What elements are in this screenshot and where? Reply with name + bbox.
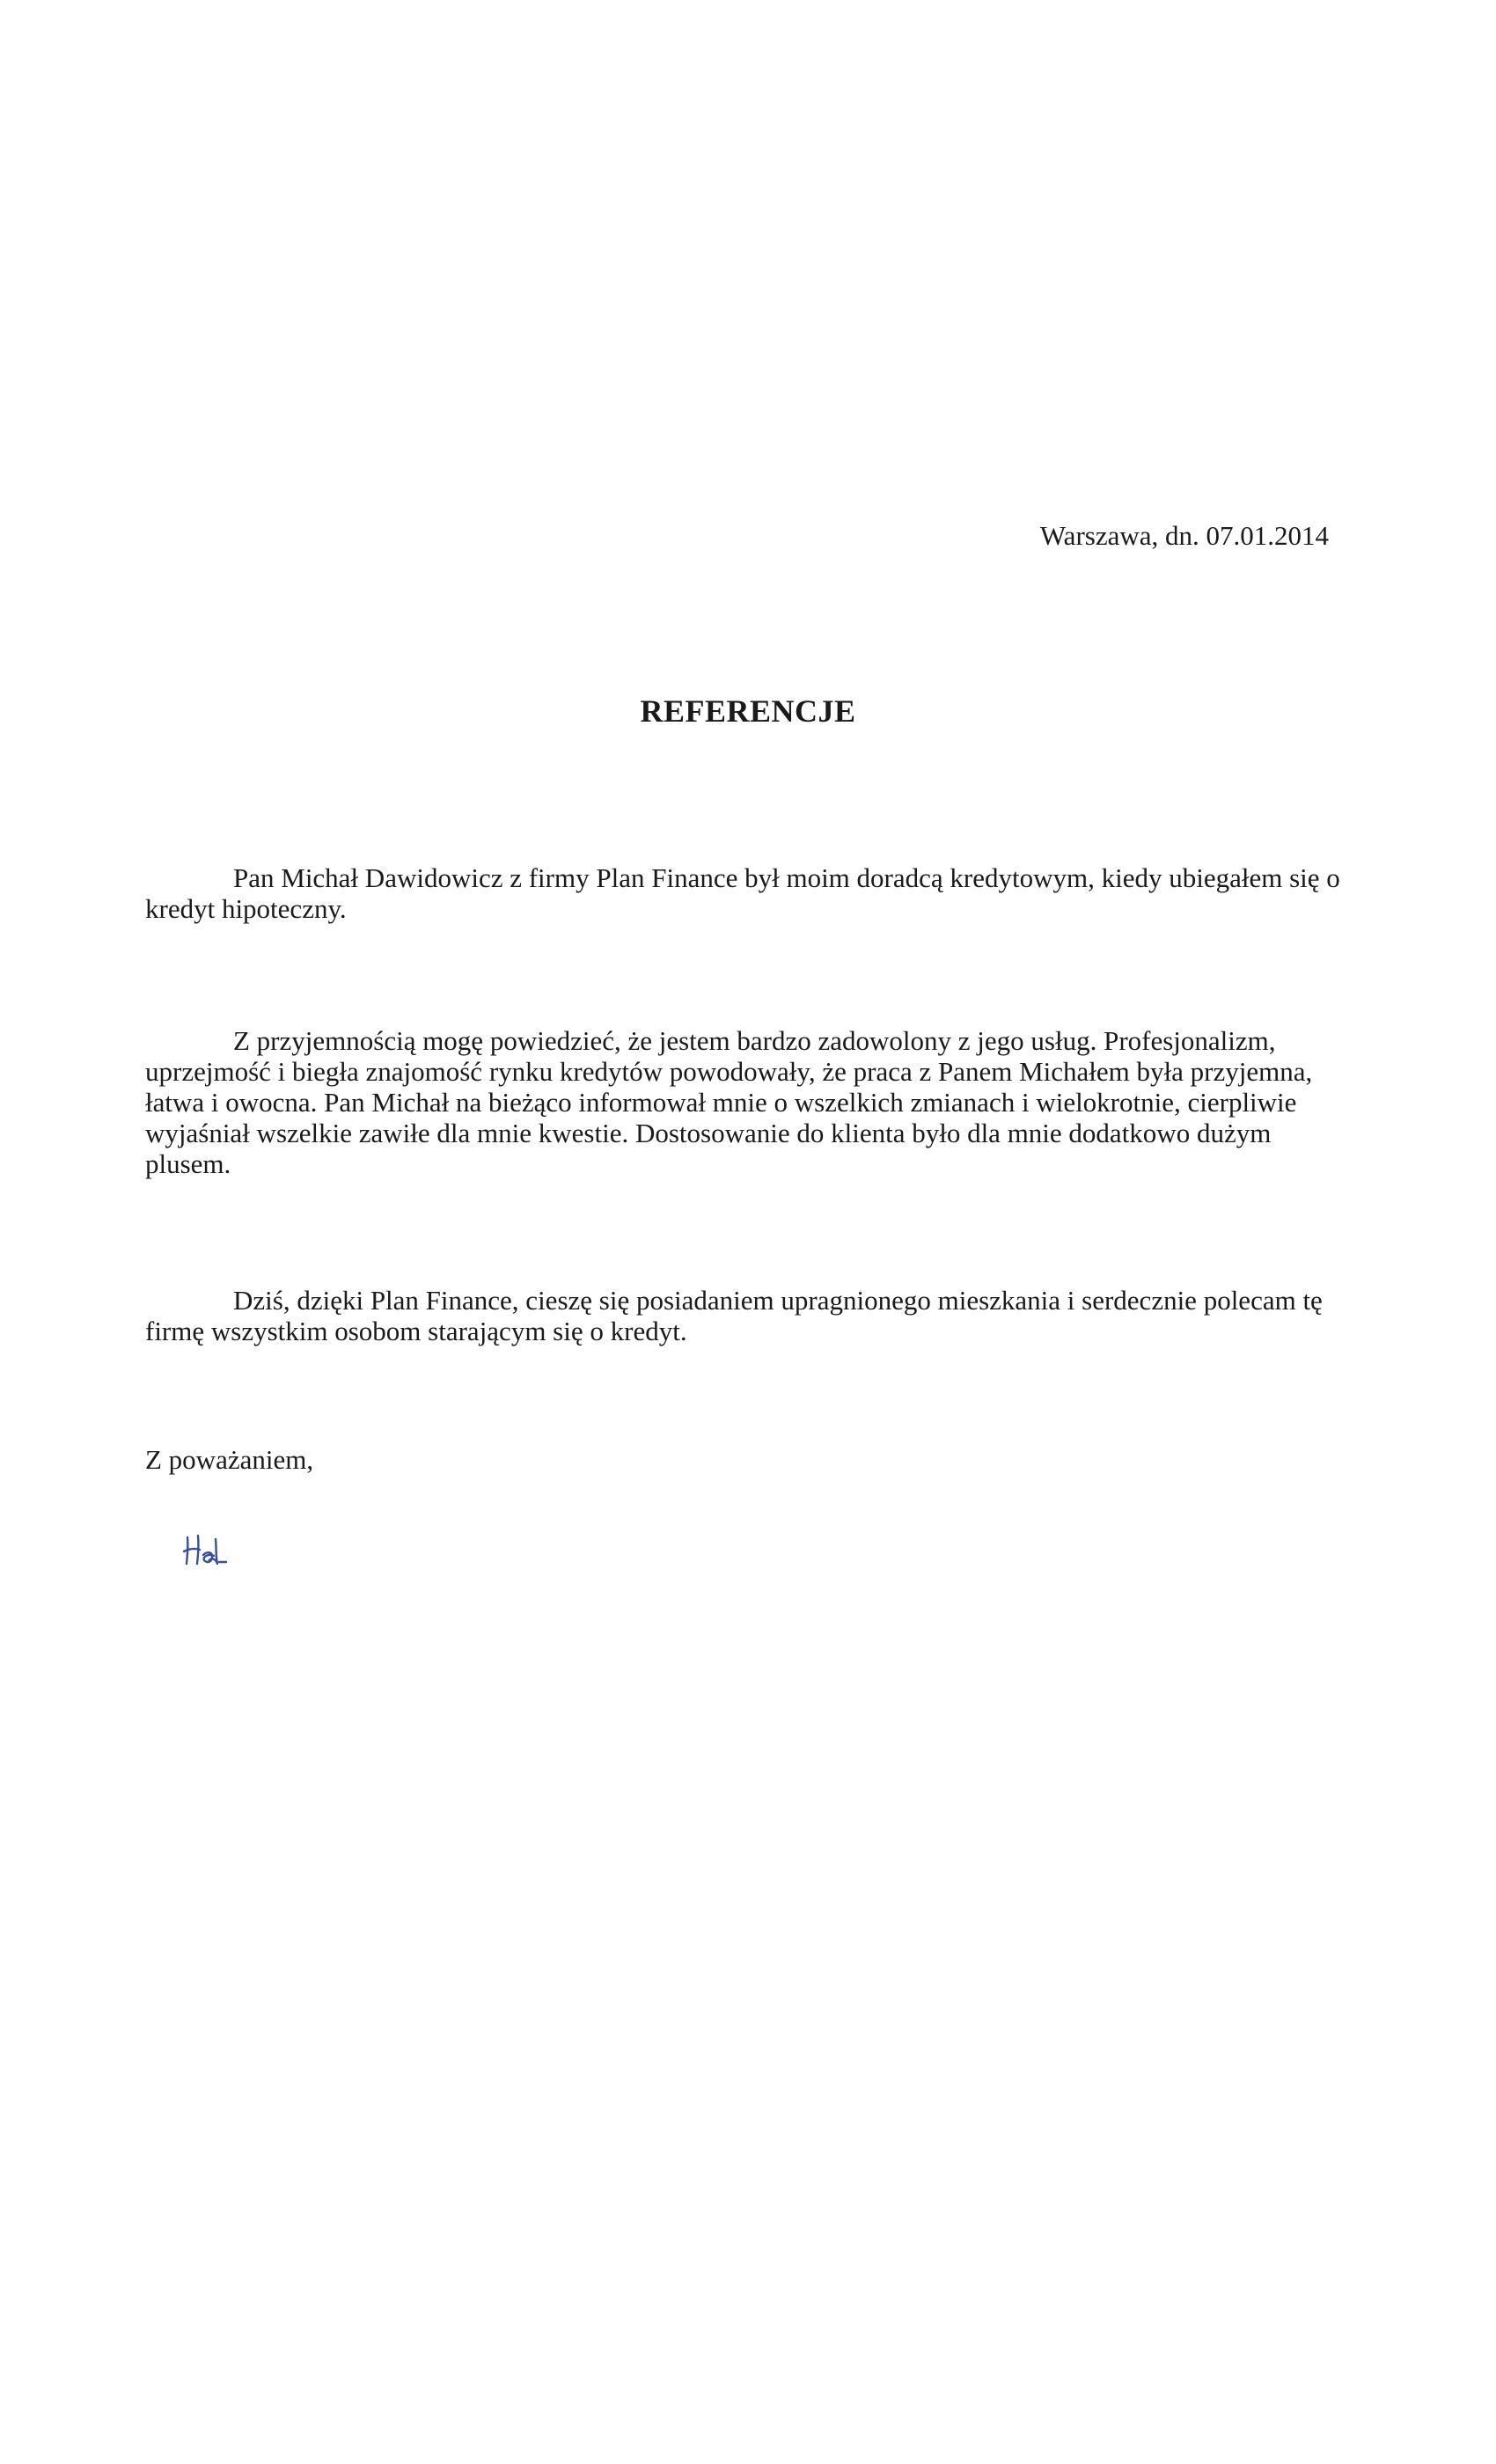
paragraph-1	[145, 862, 1342, 924]
paragraph-3	[145, 1285, 1342, 1346]
paragraph-2-text: Z przyjemnością mogę powiedzieć, że jestem bardzo zadowolony z jego usług. Profesjonalizm, uprzejmość i biegła znajomość rynku kredytów powodowały, że praca z Panem Michałem była przyjemna, łatwa i owocna. Pan Michał na bieżąco informował mnie o wszelkich zmianach i wielokrotnie, cierpliwie wyjaśniał wszelkie zawiłe dla mnie kwestie. Dostosowanie do klienta było dla mnie dodatkowo dużym plusem.	[145, 1025, 1313, 1179]
handwritten-signature	[180, 1527, 251, 1571]
paragraph-3-text: Dziś, dzięki Plan Finance, cieszę się posiadaniem upragnionego mieszkania i serdecznie polecam tę firmę wszystkim osobom starającym się o kredyt.	[145, 1285, 1323, 1346]
paragraph-1-text: Pan Michał Dawidowicz z firmy Plan Finance był moim doradcą kredytowym, kiedy ubiegałem się o kredyt hipoteczny.	[145, 862, 1340, 924]
letter-title: REFERENCJE	[640, 693, 856, 729]
closing-salutation: Z poważaniem,	[145, 1444, 314, 1475]
paragraph-2	[145, 1025, 1342, 1179]
place-and-date: Warszawa, dn. 07.01.2014	[1039, 520, 1329, 551]
